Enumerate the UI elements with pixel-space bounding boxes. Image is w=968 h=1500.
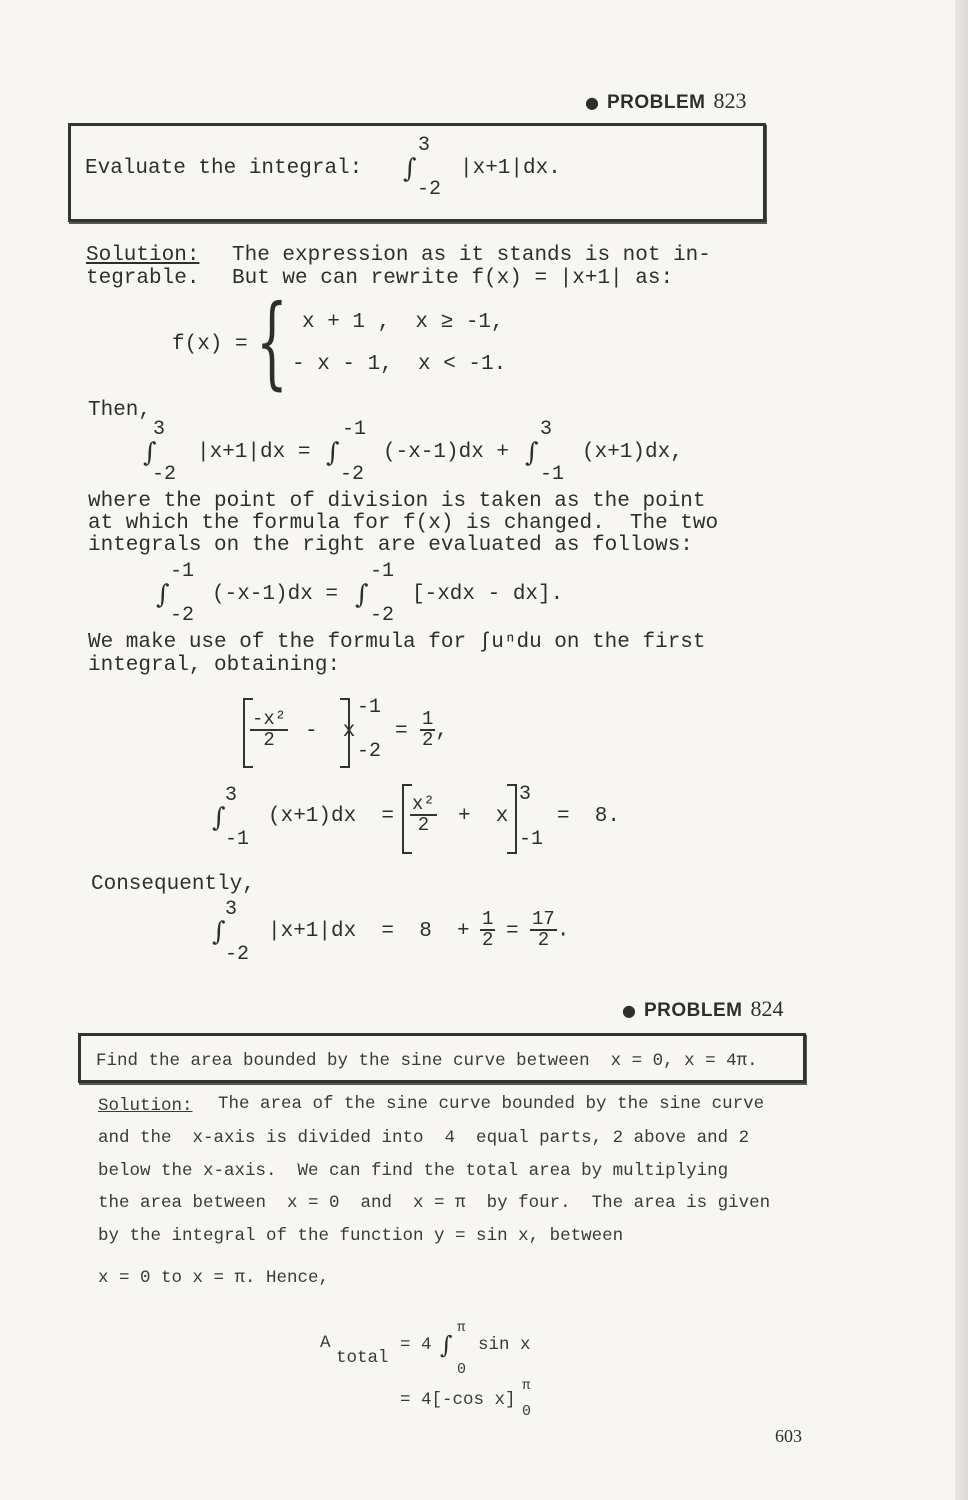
math-expression: |x+1|dx = 8 + [268, 920, 470, 943]
math-expression: sin x [478, 1335, 531, 1355]
upper-limit: -1 [357, 696, 382, 719]
text-line: tegrable. [86, 267, 200, 290]
fraction: $\frac{1}{2}$ , [422, 708, 449, 751]
lower-limit: -2 [417, 178, 442, 201]
area-symbol: A [320, 1333, 331, 1353]
lower-limit: -1 [519, 828, 544, 851]
fraction: $\frac{\text{x²}}{2}$ [412, 793, 435, 836]
math-expression: - x [305, 720, 356, 743]
lower-limit: -2 [357, 740, 382, 763]
lower-limit: 0 [522, 1403, 532, 1420]
text-line: by the integral of the function y = sin x, between [98, 1226, 624, 1246]
lower-limit: -2 [225, 943, 250, 966]
integral-sign: ∫ [440, 1331, 453, 1359]
integral-sign: ∫ [326, 438, 340, 468]
math-expression: |x+1|dx = [197, 441, 311, 464]
problem-header-824 [622, 996, 783, 1022]
upper-limit: -1 [170, 560, 195, 583]
upper-limit: 3 [225, 784, 238, 807]
area-subscript: total [336, 1348, 389, 1368]
integral-sign: ∫ [525, 438, 539, 468]
upper-limit: π [457, 1320, 466, 1336]
piecewise-case: - x - 1, x < -1. [292, 353, 507, 376]
math-expression: = 4 [400, 1335, 432, 1355]
problem-header-823 [585, 88, 746, 114]
integral-sign: ∫ [212, 803, 226, 833]
solution-label: Solution: [86, 244, 200, 267]
integrand: |x+1|dx. [460, 157, 561, 180]
math-expression: + x [458, 805, 509, 828]
math-expression: (x+1)dx = [268, 805, 395, 828]
text-line: the area between x = 0 and x = π by four. The area is given [98, 1193, 771, 1213]
bullet-icon: ● [585, 93, 599, 112]
integral-sign: ∫ [143, 438, 157, 468]
text-line: at which the formula for f(x) is changed. The two [88, 512, 719, 535]
text-line: Consequently, [91, 873, 255, 896]
math-result: = 8. [557, 805, 621, 828]
lower-limit: 0 [457, 1361, 467, 1378]
upper-limit: -1 [370, 560, 395, 583]
integral-sign: ∫ [156, 580, 170, 610]
right-bracket [340, 698, 350, 768]
lower-limit: -1 [225, 828, 250, 851]
upper-limit: -1 [342, 418, 367, 441]
text-line: Then, [88, 399, 152, 422]
text-line: integral, obtaining: [88, 654, 341, 677]
upper-limit: 3 [418, 134, 431, 157]
right-bracket [507, 784, 517, 854]
solution-label: Solution: [98, 1096, 193, 1116]
integral-sign: ∫ [212, 917, 226, 947]
piecewise-lhs: f(x) = [172, 333, 248, 356]
integral-sign: ∫ [403, 154, 417, 184]
problem-number: 824 [750, 996, 784, 1021]
text-line: The area of the sine curve bounded by the sine curve [218, 1094, 765, 1114]
text-line: and the x-axis is divided into 4 equal parts, 2 above and 2 [98, 1128, 750, 1148]
math-expression: [-xdx - dx]. [412, 583, 564, 606]
page-edge [955, 0, 968, 1500]
piecewise-case: x + 1 , x ≥ -1, [302, 311, 504, 334]
lower-limit: -2 [340, 463, 365, 486]
upper-limit: 3 [225, 898, 238, 921]
fraction: $\frac{17}{2}$ . [532, 908, 570, 951]
math-expression: (-x-1)dx = [212, 583, 339, 606]
statement-prefix: Evaluate the integral: [85, 157, 363, 180]
text-line: x = 0 to x = π. Hence, [98, 1268, 330, 1288]
brace: { [256, 283, 288, 400]
fraction: $\frac{\text{-x²}}{2}$ [252, 708, 287, 751]
problem-label: PROBLEM [643, 1000, 743, 1021]
lower-limit: -2 [170, 604, 195, 627]
fraction: $\frac{1}{2}$ [482, 908, 494, 951]
text-line: where the point of division is taken as the point [88, 490, 706, 513]
upper-limit: 3 [153, 418, 166, 441]
problem-number: 823 [713, 88, 747, 113]
problem-label: PROBLEM [606, 92, 706, 113]
upper-limit: π [522, 1378, 531, 1394]
bullet-icon: ● [622, 1001, 636, 1020]
lower-limit: -1 [540, 463, 565, 486]
integral-sign: ∫ [355, 580, 369, 610]
text-line: below the x-axis. We can find the total area by multiplying [98, 1161, 729, 1181]
upper-limit: 3 [519, 783, 532, 806]
math-expression: = 4[-cos x] [400, 1390, 516, 1410]
equals: = [506, 920, 519, 943]
text-line: We make use of the formula for ∫uⁿdu on the first [88, 631, 706, 654]
text-line: The expression as it stands is not in- [232, 244, 711, 267]
text-line: integrals on the right are evaluated as follows: [88, 534, 693, 557]
lower-limit: -2 [370, 604, 395, 627]
upper-limit: 3 [540, 418, 553, 441]
math-expression: (x+1)dx, [582, 441, 683, 464]
text-line: But we can rewrite f(x) = |x+1| as: [232, 267, 674, 290]
equals: = [395, 720, 408, 743]
page-number: 603 [775, 1426, 802, 1446]
problem-statement: Find the area bounded by the sine curve between x = 0, x = 4π. [96, 1051, 758, 1071]
math-expression: (-x-1)dx + [383, 441, 510, 464]
lower-limit: -2 [152, 463, 177, 486]
